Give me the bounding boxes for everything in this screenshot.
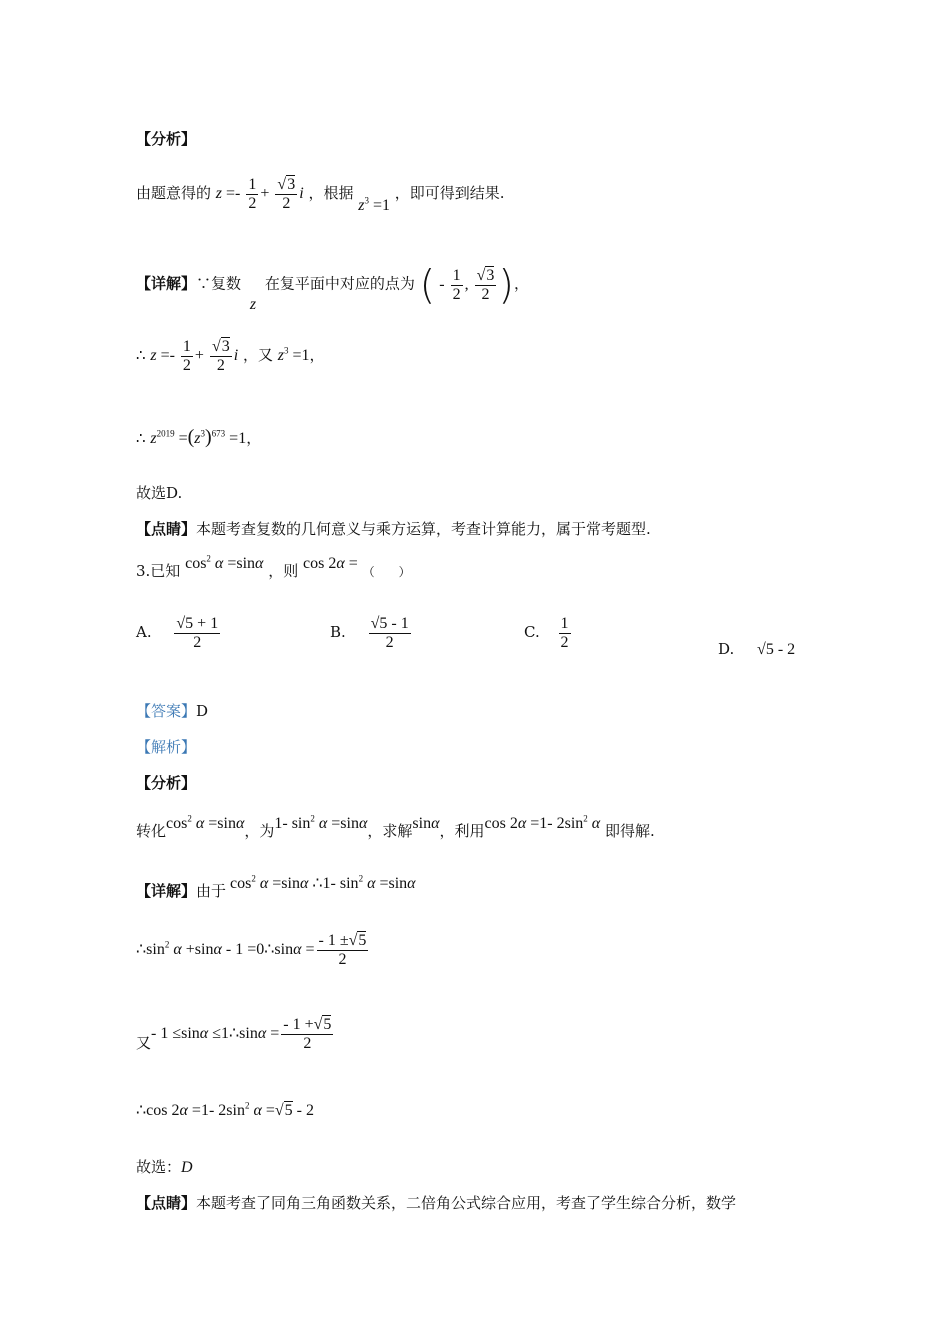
answer-value: D (196, 702, 209, 720)
option-a-numerator: √5 + 1 (176, 615, 219, 632)
formula-sin-alpha: sinα (412, 815, 440, 832)
choose2-text: 故选： (136, 1158, 182, 1176)
detail-mid: 在复平面中对应的点为 (264, 274, 415, 293)
question-3 (136, 553, 850, 581)
analysis-tail: ，即可得到结果. (394, 183, 505, 202)
step2-lead: ∴ (136, 429, 146, 447)
step1-lead: ∴ (136, 345, 146, 364)
analysis-heading-2: 【分析】 (136, 774, 197, 792)
option-b[interactable] (330, 615, 413, 651)
comment-line-2 (136, 1192, 850, 1213)
analysis2-p3: ，利用 (439, 822, 485, 840)
comment-heading-1: 【点睛】 (136, 520, 197, 538)
point-coordinates: ( - $\frac{1}{2}$ , $\frac{√3}{2}$ ) (419, 262, 514, 308)
formula-z-cubed-2: $z^3 =1$ (277, 345, 310, 364)
choose-line-1: 故选D. (136, 484, 183, 502)
step-line-5 (136, 1100, 850, 1120)
option-b-numerator: √5 - 1 (370, 615, 409, 632)
analysis2-lead: 转化 (136, 822, 167, 840)
step1-mid: ，又 (242, 345, 273, 364)
step-line-4 (136, 1016, 850, 1052)
option-c[interactable] (524, 615, 573, 651)
analysis-lead: 由题意得的 (136, 183, 212, 202)
question-blank: （ ） (362, 565, 411, 579)
option-d-expression: √5 - 2 (757, 641, 796, 658)
option-c-numerator: 1 (560, 615, 569, 632)
analysis-heading: 【分析】 (136, 130, 197, 148)
option-b-label: B. (330, 623, 346, 642)
analysis-text-2 (136, 813, 850, 841)
option-d-label: D. (718, 640, 735, 658)
option-c-label: C. (524, 623, 540, 642)
question-target: cos 2α = (303, 555, 358, 572)
analysis2-tail: 即得解. (604, 822, 655, 840)
choose-line-2 (136, 1156, 850, 1177)
detail2-lead: 由于 (196, 882, 227, 900)
formula-quadratic: $\therefore\sin^2$ α +sinα - 1 =0∴sinα = $\frac{- 1 \pm√5}{2}$ (136, 932, 367, 968)
formula-range: - 1 ≤sinα ≤1∴sinα = $\frac{- 1 +√5}{2}$ (151, 1016, 332, 1052)
formula-1-sin2: 1- $\sin^2 \alpha =\sin\alpha$ (274, 813, 368, 832)
analysis-text (136, 176, 850, 212)
detail-lead: ∵复数 (196, 274, 242, 293)
variable-z: z (249, 295, 257, 313)
step-line-2 (136, 426, 850, 449)
formula-z: z =- $\frac{1}{2}$ + $\frac{√3}{2}$ i (215, 176, 304, 212)
analysis2-p2: ，求解 (367, 822, 413, 840)
detail-tail: ， (513, 274, 529, 293)
step2-tail: ， (246, 429, 262, 447)
detail-line-2 (136, 873, 850, 901)
again-text: 又 (136, 1033, 152, 1052)
option-b-denominator: 2 (385, 633, 394, 651)
explain-heading: 【解析】 (136, 738, 197, 756)
step-line-1 (136, 338, 850, 374)
comment-text-1: 本题考查复数的几何意义与乘方运算，考查计算能力，属于常考题型. (196, 520, 651, 538)
step-line-3 (136, 932, 850, 968)
option-c-denominator: 2 (560, 633, 569, 651)
formula-z-cubed: $z^3 =1$ (358, 195, 390, 214)
question-formula: $\cos^2 \alpha =\sin\alpha$ (185, 553, 264, 572)
question-prefix: 3.已知 (136, 562, 181, 580)
comment-heading-2: 【点睛】 (136, 1194, 197, 1212)
answer-heading: 【答案】 (136, 702, 197, 720)
option-a-denominator: 2 (193, 633, 202, 651)
option-d[interactable] (718, 640, 795, 659)
formula-result: ∴cos 2α =1- $2\sin^2$ α =√5 - 2 (136, 1100, 314, 1119)
analysis-mid: ，根据 (308, 183, 354, 202)
detail-line (136, 262, 850, 313)
formula-double-angle: cos 2α =1- $2\sin^2$ α (484, 813, 601, 832)
option-a-label: A. (136, 623, 152, 642)
formula-z-2019: $z^{2019} =(z^3)^{673} =1$ (150, 426, 247, 448)
formula-z-2: z =- $\frac{1}{2}$ + $\frac{√3}{2}$ i (150, 338, 239, 374)
formula-chain-1: $\cos^2 \alpha =\sin\alpha$ ∴1- $\sin^2 \alpha =\sin\alpha$ (230, 873, 416, 892)
answer-line (136, 700, 850, 721)
question-mid: ，则 (268, 562, 299, 580)
step1-tail: ， (309, 345, 325, 364)
comment-line-1 (136, 518, 850, 539)
detail-heading-2: 【详解】 (136, 882, 197, 900)
detail-heading: 【详解】 (136, 274, 197, 293)
comment-text-2: 本题考查了同角三角函数关系，二倍角公式综合应用，考查了学生综合分析，数学 (196, 1194, 737, 1212)
choose2-value: D (181, 1159, 193, 1176)
formula-cos2-sin: $\cos^2 \alpha =\sin\alpha$ (166, 813, 245, 832)
option-a[interactable] (136, 615, 222, 651)
analysis2-p1: ，为 (244, 822, 275, 840)
